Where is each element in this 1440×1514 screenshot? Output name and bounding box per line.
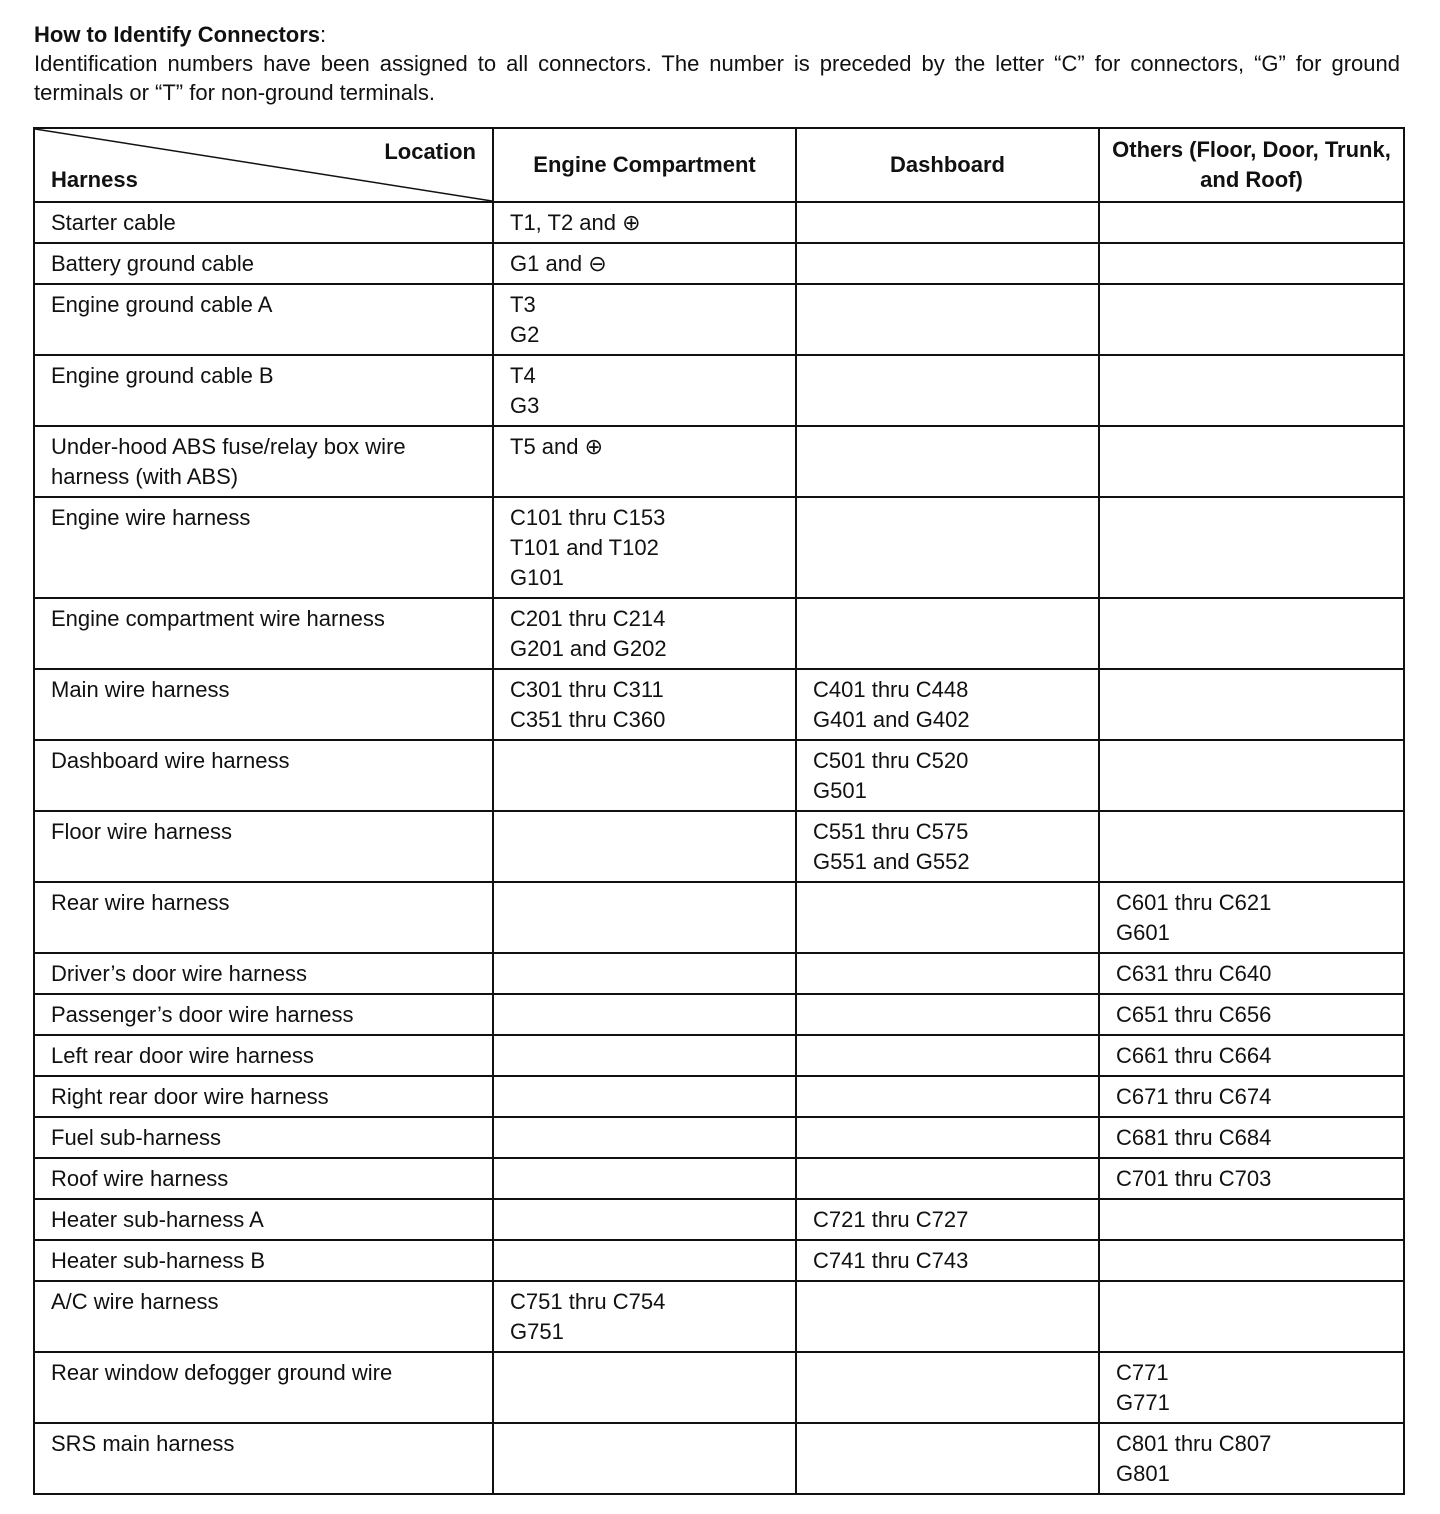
harness-name-cell: Right rear door wire harness [34, 1076, 493, 1117]
connector-id: G771 [1116, 1390, 1170, 1415]
connector-id: T1, T2 and ⊕ [510, 210, 641, 235]
connector-id: C771 [1116, 1360, 1169, 1385]
dashboard-connectors-cell [796, 953, 1099, 994]
table-row [34, 1076, 1404, 1117]
table-row [34, 811, 1404, 882]
table-row [34, 1423, 1404, 1494]
others-connectors-cell [1099, 1281, 1404, 1352]
dashboard-connectors-cell [796, 598, 1099, 669]
others-connectors-cell [1099, 355, 1404, 426]
engine-compartment-header: Engine Compartment [493, 128, 796, 202]
dashboard-connectors-cell [796, 1240, 1099, 1281]
others-connectors-cell [1099, 598, 1404, 669]
connector-id: G2 [510, 322, 540, 347]
connector-id: G3 [510, 393, 540, 418]
table-header-row [34, 128, 1404, 202]
harness-name-cell: SRS main harness [34, 1423, 493, 1494]
connector-id: C651 thru C656 [1116, 1002, 1272, 1027]
harness-name-cell: Rear wire harness [34, 882, 493, 953]
harness-name-cell: Engine compartment wire harness [34, 598, 493, 669]
engine-connectors-cell [493, 1281, 796, 1352]
harness-name-cell: Heater sub-harness B [34, 1240, 493, 1281]
table-row [34, 284, 1404, 355]
connector-id: C101 thru C153 [510, 505, 666, 530]
harness-name-cell: Battery ground cable [34, 243, 493, 284]
connector-id: C681 thru C684 [1116, 1125, 1272, 1150]
dashboard-connectors-cell [796, 669, 1099, 740]
dashboard-connectors-cell [796, 1076, 1099, 1117]
engine-connectors-cell [493, 1352, 796, 1423]
dashboard-connectors-cell [796, 1199, 1099, 1240]
dashboard-connectors-cell [796, 284, 1099, 355]
engine-connectors-cell [493, 669, 796, 740]
connector-id: C721 thru C727 [813, 1207, 969, 1232]
engine-connectors-cell [493, 1158, 796, 1199]
harness-name-cell: Roof wire harness [34, 1158, 493, 1199]
connector-id: T5 and ⊕ [510, 434, 604, 459]
engine-connectors-cell [493, 243, 796, 284]
table-row [34, 1240, 1404, 1281]
others-connectors-cell [1099, 1423, 1404, 1494]
connector-id: G551 and G552 [813, 849, 970, 874]
connector-id: G1 and ⊖ [510, 251, 607, 276]
connector-id: C351 thru C360 [510, 707, 666, 732]
connector-id: T3 [510, 292, 536, 317]
others-connectors-cell [1099, 497, 1404, 598]
section-heading: How to Identify Connectors [34, 22, 320, 47]
harness-name-cell: Main wire harness [34, 669, 493, 740]
connector-table [33, 127, 1405, 1495]
engine-connectors-cell [493, 426, 796, 497]
others-connectors-cell [1099, 1352, 1404, 1423]
dashboard-connectors-cell [796, 994, 1099, 1035]
table-row [34, 243, 1404, 284]
others-connectors-cell [1099, 1035, 1404, 1076]
harness-name-cell: Driver’s door wire harness [34, 953, 493, 994]
table-row [34, 1035, 1404, 1076]
connector-id: G751 [510, 1319, 564, 1344]
intro-section [34, 20, 1400, 107]
connector-id: C631 thru C640 [1116, 961, 1272, 986]
engine-connectors-cell [493, 953, 796, 994]
dashboard-connectors-cell [796, 497, 1099, 598]
dashboard-connectors-cell [796, 1281, 1099, 1352]
table-body [34, 202, 1404, 1494]
others-connectors-cell [1099, 669, 1404, 740]
dashboard-connectors-cell [796, 1035, 1099, 1076]
engine-connectors-cell [493, 1076, 796, 1117]
connector-id: C671 thru C674 [1116, 1084, 1272, 1109]
intro-heading-line [34, 20, 1400, 49]
heading-colon: : [320, 22, 327, 47]
table-row [34, 669, 1404, 740]
connector-id: C201 thru C214 [510, 606, 666, 631]
others-connectors-cell [1099, 994, 1404, 1035]
connector-id: C601 thru C621 [1116, 890, 1272, 915]
harness-name-cell: Engine ground cable B [34, 355, 493, 426]
table-row [34, 1281, 1404, 1352]
others-connectors-cell [1099, 426, 1404, 497]
table-row [34, 1352, 1404, 1423]
connector-id: T4 [510, 363, 536, 388]
dashboard-connectors-cell [796, 1117, 1099, 1158]
connector-id: C701 thru C703 [1116, 1166, 1272, 1191]
dashboard-connectors-cell [796, 1352, 1099, 1423]
others-connectors-cell [1099, 1158, 1404, 1199]
connector-id: C661 thru C664 [1116, 1043, 1272, 1068]
connector-id: G801 [1116, 1461, 1170, 1486]
table-row [34, 882, 1404, 953]
location-header-label: Location [384, 139, 476, 164]
table-row [34, 202, 1404, 243]
harness-name-cell: Under-hood ABS fuse/relay box wire harness (with ABS) [34, 426, 493, 497]
dashboard-connectors-cell [796, 1158, 1099, 1199]
harness-name-cell: Fuel sub-harness [34, 1117, 493, 1158]
engine-connectors-cell [493, 355, 796, 426]
engine-connectors-cell [493, 1035, 796, 1076]
engine-connectors-cell [493, 598, 796, 669]
corner-header-cell [34, 128, 493, 202]
connector-id: T101 and T102 [510, 535, 659, 560]
harness-name-cell: Dashboard wire harness [34, 740, 493, 811]
engine-connectors-cell [493, 497, 796, 598]
intro-paragraph: Identification numbers have been assigned to all connectors. The number is preceded by the letter “C” for connectors, “G” for ground terminals or “T” for non-ground terminals. [34, 51, 1400, 105]
connector-id: C401 thru C448 [813, 677, 969, 702]
harness-name-cell: Heater sub-harness A [34, 1199, 493, 1240]
table-row [34, 953, 1404, 994]
dashboard-header: Dashboard [796, 128, 1099, 202]
others-connectors-cell [1099, 1117, 1404, 1158]
table-row [34, 497, 1404, 598]
others-header: Others (Floor, Door, Trunk, and Roof) [1099, 128, 1404, 202]
harness-name-cell: Engine wire harness [34, 497, 493, 598]
connector-id: G601 [1116, 920, 1170, 945]
table-row [34, 355, 1404, 426]
others-connectors-cell [1099, 243, 1404, 284]
engine-connectors-cell [493, 1423, 796, 1494]
table-row [34, 994, 1404, 1035]
engine-connectors-cell [493, 1240, 796, 1281]
engine-connectors-cell [493, 284, 796, 355]
connector-id: C801 thru C807 [1116, 1431, 1272, 1456]
connector-id: G401 and G402 [813, 707, 970, 732]
engine-connectors-cell [493, 740, 796, 811]
connector-id: C741 thru C743 [813, 1248, 969, 1273]
table-row [34, 740, 1404, 811]
others-connectors-cell [1099, 953, 1404, 994]
harness-name-cell: Engine ground cable A [34, 284, 493, 355]
harness-name-cell: A/C wire harness [34, 1281, 493, 1352]
dashboard-connectors-cell [796, 1423, 1099, 1494]
others-connectors-cell [1099, 284, 1404, 355]
engine-connectors-cell [493, 1199, 796, 1240]
engine-connectors-cell [493, 994, 796, 1035]
dashboard-connectors-cell [796, 740, 1099, 811]
dashboard-connectors-cell [796, 243, 1099, 284]
harness-name-cell: Rear window defogger ground wire [34, 1352, 493, 1423]
others-connectors-cell [1099, 202, 1404, 243]
connector-id: C301 thru C311 [510, 677, 664, 702]
harness-name-cell: Floor wire harness [34, 811, 493, 882]
engine-connectors-cell [493, 202, 796, 243]
connector-id: G101 [510, 565, 564, 590]
harness-name-cell: Starter cable [34, 202, 493, 243]
engine-connectors-cell [493, 882, 796, 953]
table-row [34, 1199, 1404, 1240]
dashboard-connectors-cell [796, 426, 1099, 497]
others-connectors-cell [1099, 882, 1404, 953]
harness-name-cell: Passenger’s door wire harness [34, 994, 493, 1035]
connector-id: G201 and G202 [510, 636, 667, 661]
table-row [34, 598, 1404, 669]
dashboard-connectors-cell [796, 811, 1099, 882]
harness-name-cell: Left rear door wire harness [34, 1035, 493, 1076]
others-connectors-cell [1099, 1199, 1404, 1240]
dashboard-connectors-cell [796, 202, 1099, 243]
table-row [34, 426, 1404, 497]
table-row [34, 1117, 1404, 1158]
connector-id: G501 [813, 778, 867, 803]
connector-id: C751 thru C754 [510, 1289, 666, 1314]
others-connectors-cell [1099, 811, 1404, 882]
harness-header-label: Harness [51, 167, 138, 192]
table-row [34, 1158, 1404, 1199]
dashboard-connectors-cell [796, 355, 1099, 426]
connector-id: C501 thru C520 [813, 748, 969, 773]
engine-connectors-cell [493, 811, 796, 882]
others-connectors-cell [1099, 740, 1404, 811]
others-connectors-cell [1099, 1240, 1404, 1281]
engine-connectors-cell [493, 1117, 796, 1158]
others-connectors-cell [1099, 1076, 1404, 1117]
connector-id: C551 thru C575 [813, 819, 969, 844]
dashboard-connectors-cell [796, 882, 1099, 953]
